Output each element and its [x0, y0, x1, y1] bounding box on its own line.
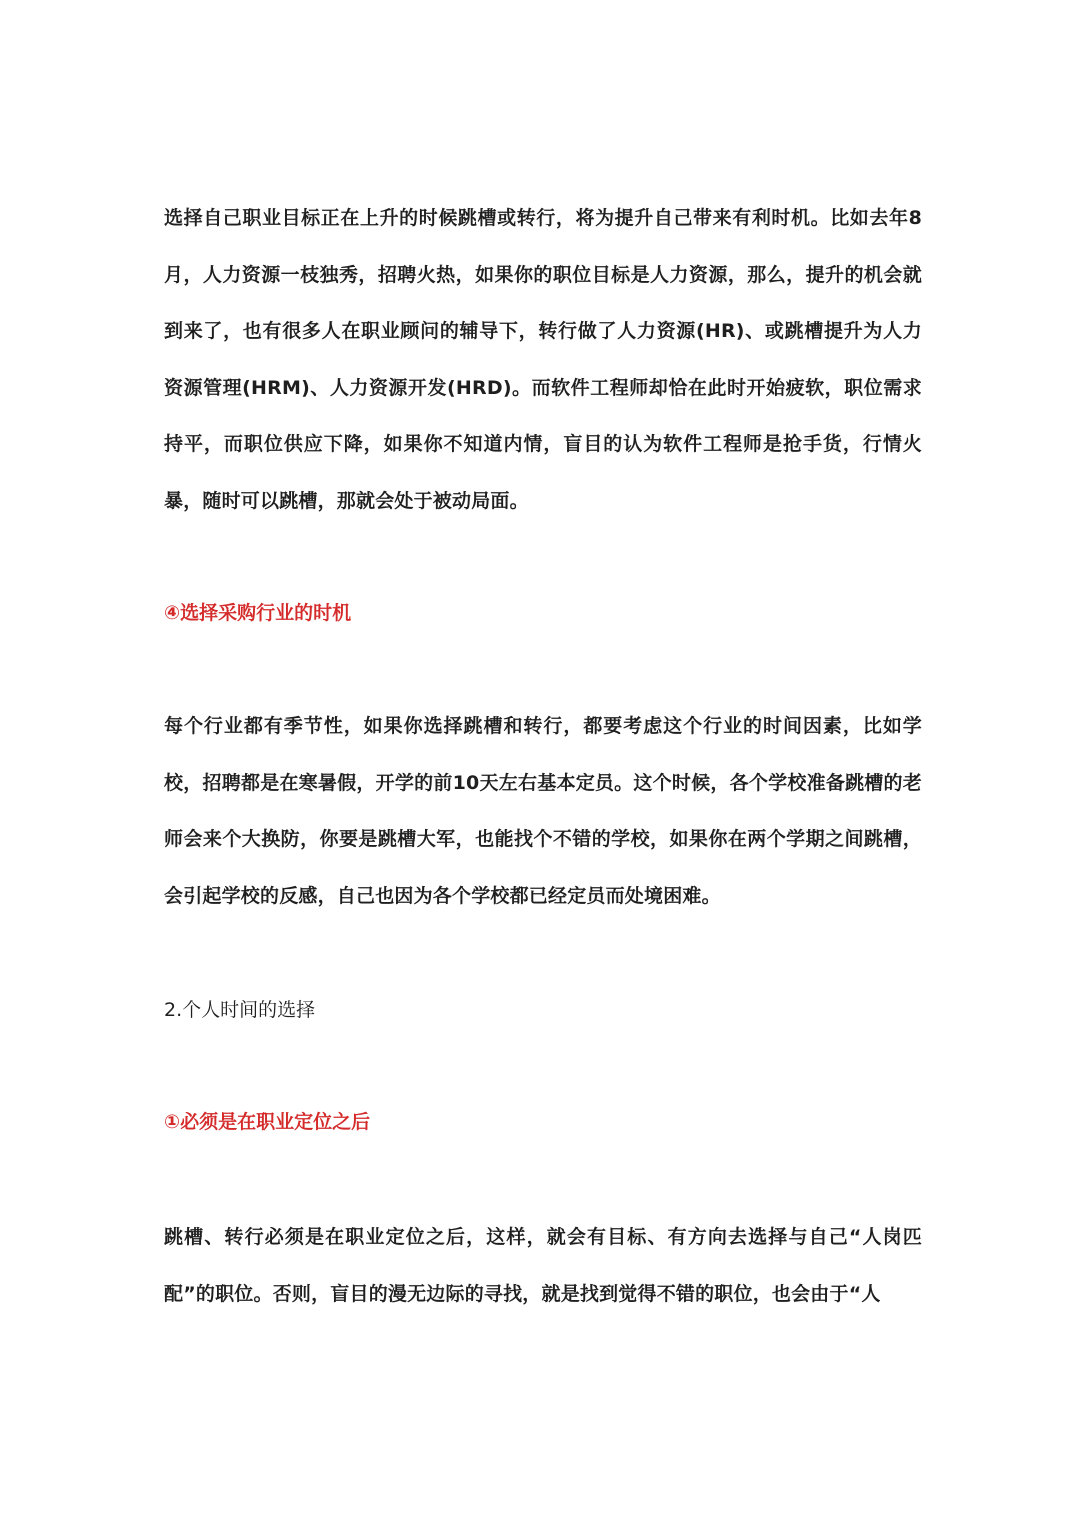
section-heading-after-positioning: ①必须是在职业定位之后 — [164, 1111, 371, 1133]
paragraph-career-timing: 选择自己职业目标正在上升的时候跳槽或转行，将为提升自己带来有利时机。比如去年8月，人力资源一枝独秀，招聘火热，如果你的职位目标是人力资源，那么，提升的机会就到来了，也有很多人在职业顾问的辅导下，转行做了人力资源(HR)、或跳槽提升为人力资源管理(HRM)、人力资源开发(HRD)。而软件工程师却恰在此时开始疲软，职位需求持平，而职位供应下降，如果你不知道内情，盲目的认为软件工程师是抢手货，行情火暴，随时可以跳槽，那就会处于被动局面。 — [164, 207, 922, 512]
section-heading-industry-timing: ④选择采购行业的时机 — [164, 602, 352, 624]
paragraph-job-match: 跳槽、转行必须是在职业定位之后，这样，就会有目标、有方向去选择与自己“人岗匹配”的职位。否则，盲目的漫无边际的寻找，就是找到觉得不错的职位，也会由于“人 — [164, 1226, 922, 1305]
section-heading-personal-time: 2.个人时间的选择 — [164, 999, 316, 1021]
paragraph-industry-seasonality: 每个行业都有季节性，如果你选择跳槽和转行，都要考虑这个行业的时间因素，比如学校，招聘都是在寒暑假，开学的前10天左右基本定员。这个时候，各个学校准备跳槽的老师会来个大换防，你要是跳槽大军，也能找个不错的学校，如果你在两个学期之间跳槽，会引起学校的反感，自己也因为各个学校都已经定员而处境困难。 — [164, 715, 922, 907]
